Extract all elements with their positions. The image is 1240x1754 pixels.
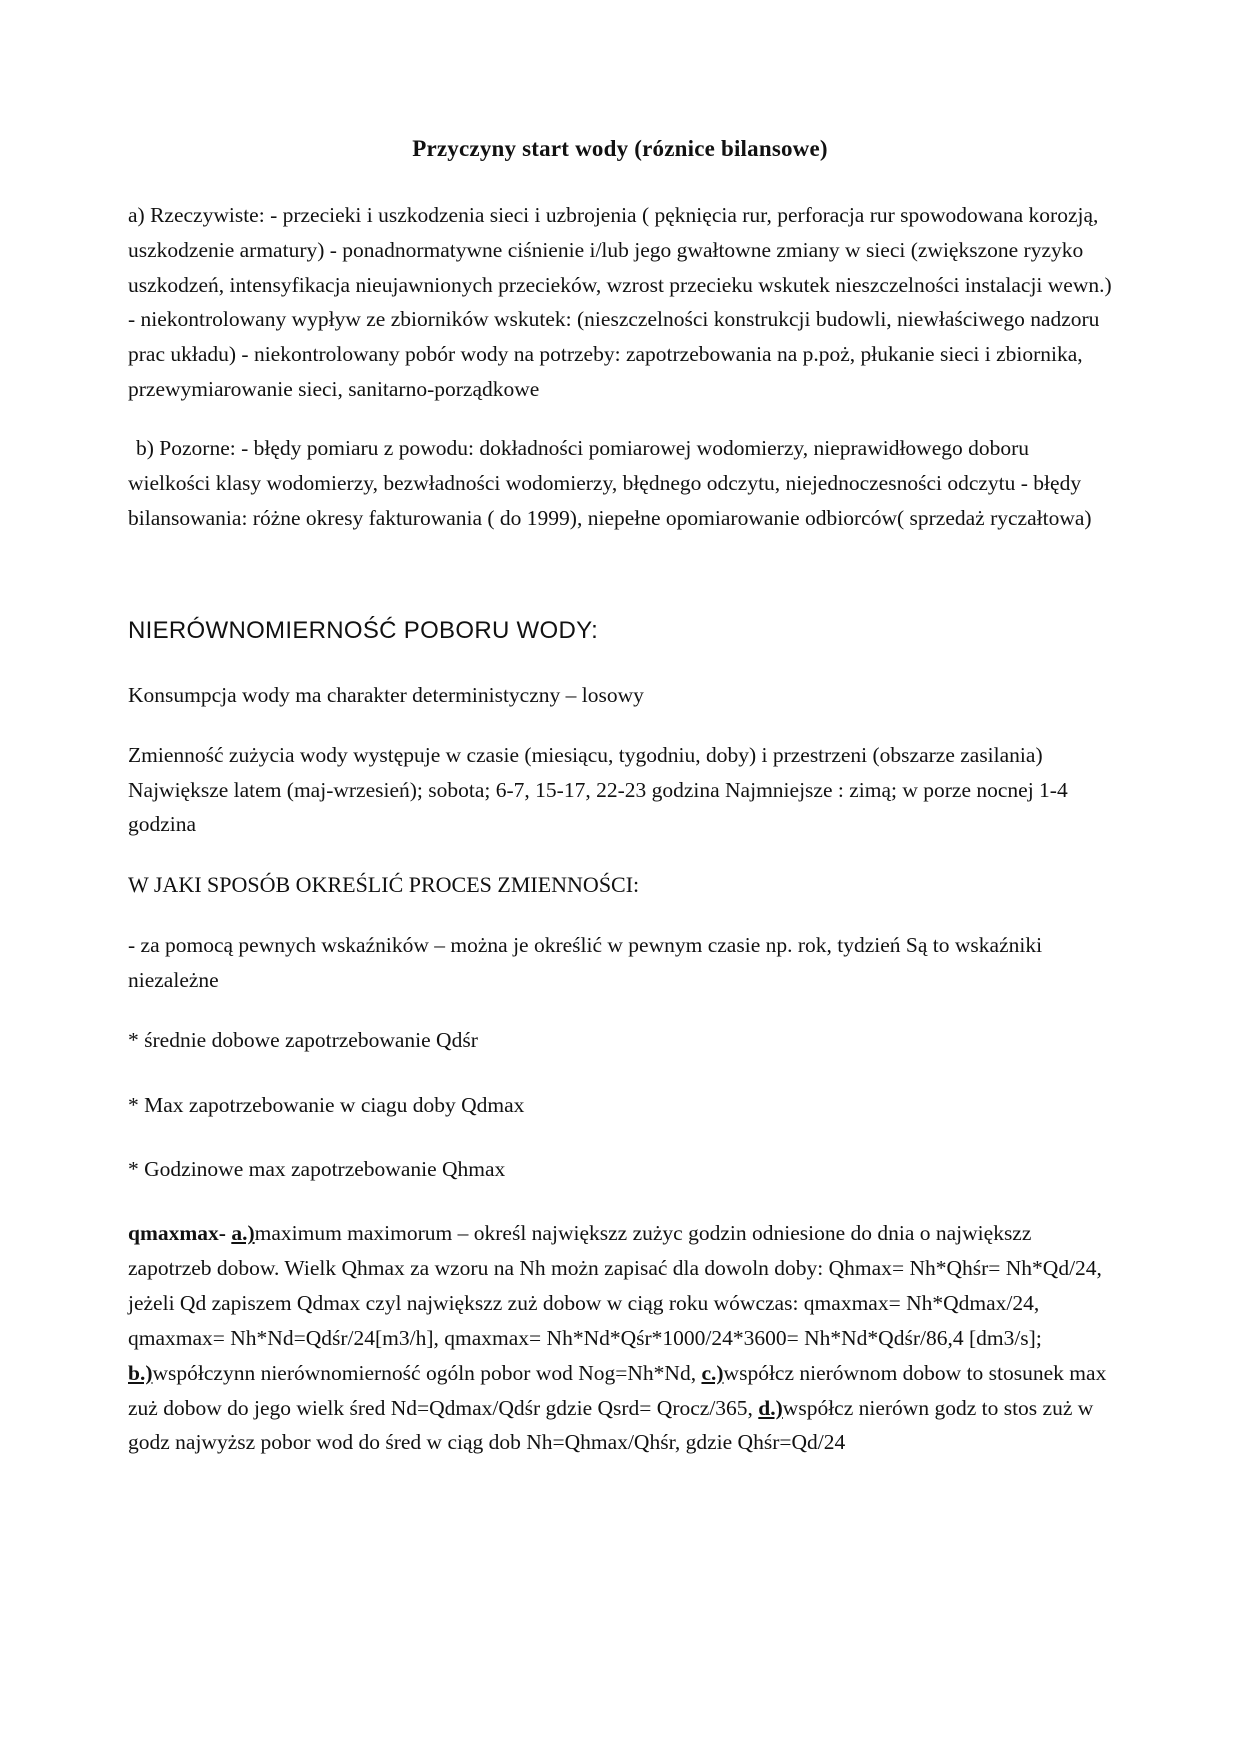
final-segment-2: współczynn nierównomierność ogóln pobor wod Nog=Nh*Nd, (152, 1360, 702, 1385)
paragraph-zmiennosc: Zmienność zużycia wody występuje w czasie (miesiącu, tygodniu, doby) i przestrzeni (obszarze zasilania) Największe latem (maj-wrzesień); sobota; 6-7, 15-17, 22-23 godzina Najmniejsze : zimą; w porze nocnej 1-4 godzina (128, 743, 1068, 836)
final-segment-4: współcz nierówn godz to stos zuż w godz najwyższ pobor wod do śred w ciąg dob Nh=Qhmax/Qhśr, gdzie Qhśr=Qd/24 (128, 1395, 1094, 1455)
final-marker-c: c.) (701, 1360, 724, 1385)
final-segment-1: maximum maximorum – określ największz zużyc godzin odniesione do dnia o największz zapotrzeb dobow. Wielk Qhmax za wzoru na Nh możn zapisać dla dowoln doby: Qhmax= Nh*Qhśr= Nh*Qd/24, jeżeli Qd zapiszem Qdmax czyl największz zuż dobow w ciąg roku wówczas: qmaxmax= Nh*Qdmax/24, qmaxmax= Nh*Nd=Qdśr/24[m3/h], qmaxmax= Nh*Nd*Qśr*1000/24*3600= Nh*Nd*Qdśr/86,4 [dm3/s]; (128, 1221, 1102, 1350)
final-marker-b: b.) (128, 1360, 153, 1385)
final-lead-bold: qmaxmax- (128, 1221, 226, 1246)
final-marker-d: d.) (758, 1395, 783, 1420)
final-segment-3: współcz nierównom dobow to stosunek max zuż dobow do jego wielk śred Nd=Qdmax/Qdśr gdzie Qsrd= Qrocz/365, (128, 1360, 1107, 1420)
page-title: Przyczyny start wody (róznice bilansowe) (412, 136, 828, 161)
section-heading-nierownomiernosc: NIERÓWNOMIERNOŚĆ POBORU WODY: (128, 617, 599, 645)
bullet-item-qhmax: * Godzinowe max zapotrzebowanie Qhmax (128, 1157, 506, 1182)
paragraph-pozorne: b) Pozorne: - błędy pomiaru z powodu: dokładności pomiarowej wodomierzy, nieprawidłowego doboru wielkości klasy wodomierzy, bezwładności wodomierzy, błędnego odczytu, niejednoczesności odczytu - błędy bilansowania: różne okresy fakturowania ( do 1999), niepełne opomiarowanie odbiorców( sprzedaż ryczałtowa) (128, 435, 1092, 530)
question-line: W JAKI SPOSÓB OKREŚLIĆ PROCES ZMIENNOŚCI: (128, 872, 640, 898)
paragraph-qmaxmax (128, 1216, 1112, 1460)
answer-line: - za pomocą pewnych wskaźników – można je określić w pewnym czasie np. rok, tydzień Są to wskaźniki niezależne (128, 933, 1043, 992)
section-spacer (128, 559, 1112, 615)
final-marker-a: a.) (231, 1221, 255, 1246)
bullet-item-qdmax: * Max zapotrzebowanie w ciagu doby Qdmax (128, 1092, 525, 1117)
paragraph-rzeczywiste: a) Rzeczywiste: - przecieki i uszkodzenia sieci i uzbrojenia ( pęknięcia rur, perforacja rur spowodowana korozją, uszkodzenie armatury) - ponadnormatywne ciśnienie i/lub jego gwałtowne zmiany w sieci (zwiększone ryzyko uszkodzeń, intensyfikacja nieujawnionych przecieków, wzrost przecieku wskutek nieszczelności instalacji wewn.) - niekontrolowany wypływ ze zbiorników wskutek: (nieszczelności konstrukcji budowli, niewłaściwego nadzoru prac układu) - niekontrolowany pobór wody na potrzeby: zapotrzebowania na p.poż, płukanie sieci i zbiornika, przewymiarowanie sieci, sanitarno-porządkowe (128, 202, 1112, 402)
paragraph-konsumpcja: Konsumpcja wody ma charakter deterministyczny – losowy (128, 682, 644, 707)
bullet-item-qdsr: * średnie dobowe zapotrzebowanie Qdśr (128, 1028, 478, 1053)
